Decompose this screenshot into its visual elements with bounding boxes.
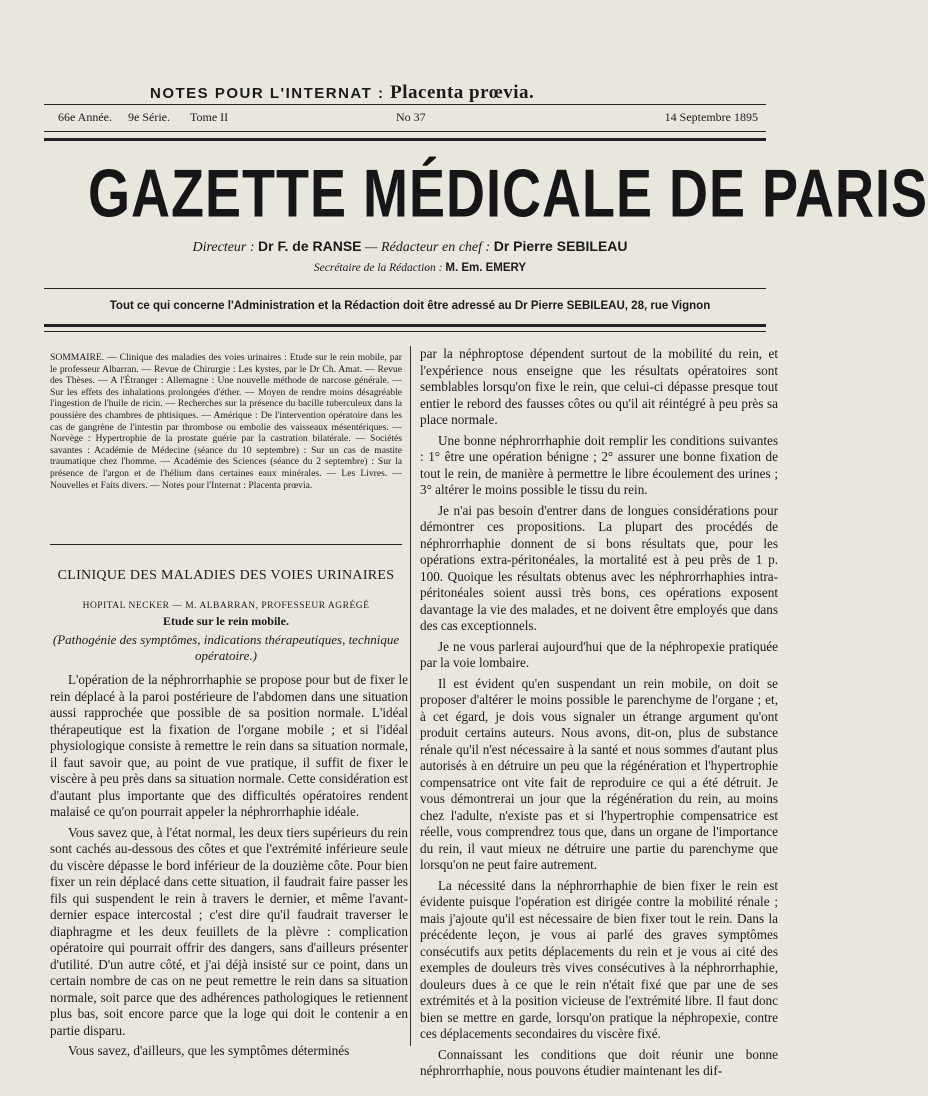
- director-line: [130, 238, 690, 256]
- masthead-title: GAZETTE MÉDICALE DE PARIS: [88, 156, 928, 232]
- admin-line: Tout ce qui concerne l'Administration et la Rédaction doit être adressé au Dr Pierre SEBILEAU, 28, rue Vignon: [109, 300, 711, 312]
- paragraph: Connaissant les conditions que doit réunir une bonne néphrorrhaphie, nous pouvons étudier maintenant les dif-: [420, 1046, 778, 1078]
- director-name: Dr F. de RANSE: [258, 238, 362, 254]
- column-divider: [410, 346, 411, 1046]
- notes-title: Placenta prœvia.: [390, 82, 535, 103]
- hospital-line: HOPITAL NECKER — M. ALBARRAN, PROFESSEUR AGRÉGÉ: [82, 601, 370, 611]
- issue-date: 14 Septembre 1895: [664, 110, 758, 124]
- paragraph: par la néphroptose dépendent surtout de la mobilité du rein, et l'expérience nous enseigne que les résultats opératoires sont semblables lorsqu'on fixe le rein, que celui-ci dépasse presque tout entier le rebord des fausses côtes ou qu'il ait réintégré à peu près sa place normale.: [420, 346, 778, 427]
- director-label: Directeur :: [192, 240, 255, 255]
- internat-notes-heading: [150, 82, 670, 104]
- editor-label: — Rédacteur en chef :: [365, 240, 491, 255]
- paragraph: Il est évident qu'en suspendant un rein mobile, on doit se proposer d'altérer le moins possible le parenchyme de l'organe ; et, à cet égard, je dois vous signaler un étrange argument qu'ont produit certains auteurs. Nous avons, dit-on, plus de substance rénale qu'il n'est nécessaire à la santé et nous sommes d'autant plus autorisés à en détruire un peu que la régénération et l'hypertrophie compensatrice ont vite fait de reproduire ce qui a été détruit. Je vous démontrerai un jour que la régénération du rein, au moins chez l'adulte, n'existe pas et si l'hypertrophie compensatrice est réelle, vous comprendrez tous que, dans un organe de l'importance du rein, il vaut mieux ne détruire une partie du parenchyme que lorsqu'on ne peut faire autrement.: [420, 675, 778, 872]
- issue-rule-thin: [44, 131, 766, 132]
- issue-rule-thick: [44, 138, 766, 141]
- summary-rule: [50, 544, 402, 545]
- notes-label: NOTES POUR L'INTERNAT :: [150, 85, 385, 102]
- secretary-label: Secrétaire de la Rédaction :: [313, 262, 443, 274]
- paragraph: Vous savez, d'ailleurs, que les symptômes déterminés: [68, 1043, 350, 1058]
- paragraph: Une bonne néphrorrhaphie doit remplir les conditions suivantes : 1° être une opération bénigne ; 2° assurer une bonne fixation de tout le rein, de manière à permettre le libre écoulement des urines ; 3° altérer le moins possible le tissu du rein.: [420, 432, 778, 497]
- top-rule: [44, 104, 766, 105]
- article-right-column: [420, 346, 778, 1084]
- admin-rule-bottom: [44, 331, 766, 332]
- paragraph: Vous savez que, à l'état normal, les deux tiers supérieurs du rein sont cachés au-dessous des côtes et que l'extrémité inférieure seule du viscère dépasse le bord inférieur de la douzième côte. Pour bien fixer un rein déplacé dans cette situation, il faudrait faire passer les fils qui suspendent le rein à travers le dernier, et même l'avant-dernier espace intercostal ; c'est dire qu'il faudrait traverser le diaphragme et les deux feuillets de la plèvre : complication opératoire qui pourrait offrir des dangers, sans d'ailleurs présenter d'utilité. D'un autre côté, et j'ai déjà insisté sur ce point, dans un certain nombre de cas on ne peut remettre le rein dans sa situation normale, soit parce que des adhérences pathologiques le retiennent plus bas, soit encore parce que la loge qui doit le contenir a en partie disparu.: [50, 824, 408, 1038]
- admin-rule-thick: [44, 324, 766, 327]
- issue-series: 9e Série.: [128, 110, 170, 124]
- article-left-column: [50, 672, 408, 1064]
- issue-line: [58, 110, 758, 128]
- secretary-line: [220, 262, 620, 274]
- issue-tome: Tome II: [190, 110, 229, 124]
- study-title: Etude sur le rein mobile.: [163, 614, 289, 628]
- summary-block: SOMMAIRE. — Clinique des maladies des voies urinaires : Etude sur le rein mobile, par le professeur Albarran. — Revue de Chirurgie : Les kystes, par le Dr Ch. Amat. — Revue des Thèses. — A l'Étranger : Allemagne : Une nouvelle méthode de narcose générale. — Sur les effets des inhalations prolongées d'éther. — Moyen de rendre moins désagréable l'ingestion de l'huile de ricin. — Recherches sur la présence du bacille tuberculeux dans la poussière des chambres de phtisiques. — Amérique : De l'intervention opératoire dans les cas de gangrène de l'intestin par thrombose ou embolie des vaisseaux mésentériques. — Norvège : Hypertrophie de la prostate guérie par la castration bilatérale. — Sociétés savantes : Académie de Médecine (séance du 10 septembre) : Sur un cas de mastite traumatique chez l'homme. — Académie des Sciences (séance du 2 septembre) : Sur la présence de l'argon et de l'hélium dans certaines eaux minérales. — Les Livres. — Nouvelles et Faits divers. — Notes pour l'Internat : Placenta prœvia.: [50, 352, 402, 491]
- article-subtitle: (Pathogénie des symptômes, indications thérapeutiques, technique opératoire.): [52, 632, 400, 663]
- paragraph: Je n'ai pas besoin d'entrer dans de longues considérations pour démontrer ces propositions. La plupart des procédés de néphrorrhaphie donnent de si bons résultats que, pour les opérations extra-péritonéales, la mortalité est à peu près de 1 p. 100. Quoique les résultats obtenus avec les néphrorrhaphies intra-péritonéales soient aussi très bons, ces opérations exposent davantage la vie des malades, et ne doivent être employés que dans des cas exceptionnels.: [420, 502, 778, 633]
- issue-number: No 37: [396, 110, 426, 124]
- editor-name: Dr Pierre SEBILEAU: [493, 238, 628, 254]
- paragraph: Je ne vous parlerai aujourd'hui que de la néphropexie pratiquée par la voie lombaire.: [420, 638, 778, 670]
- paragraph: L'opération de la néphrorrhaphie se propose pour but de fixer le rein déplacé à la paroi postérieure de l'abdomen dans une situation aussi rapprochée que possible de sa position normale. L'idéal thérapeutique est la fixation de l'organe mobile ; et si l'idéal physiologique consiste à remettre le rein dans sa situation normale, il faut savoir que, au point de vue pratique, il suffit de fixer le viscère à peu près dans sa situation normale. Cette considération est d'autant plus importante que des difficultés opératoires rendent malaisé ce qu'on pourrait appeler la néphrorrhaphie idéale.: [50, 672, 408, 819]
- paragraph: La nécessité dans la néphrorrhaphie de bien fixer le rein est évidente puisque l'opération est dirigée contre la mobilité rénale ; mais j'ajoute qu'il est nécessaire de bien fixer tout le rein. Dans la précédente leçon, je vous ai parlé des graves symptômes consécutifs aux petits déplacements du rein et je vous ai cité des exemples de douleurs très vives consécutives à la néphrorrhaphie, douleurs dues à ce que le rein n'était fixé que par une de ses extrémités et à la position vicieuse de l'extrémité libre. Il faut donc bien se mettre en garde, lorsqu'on pratique la néphropexie, contre ces déplacements secondaires du viscère fixé.: [420, 877, 778, 1041]
- admin-rule-top: [44, 288, 766, 289]
- section-title: CLINIQUE DES MALADIES DES VOIES URINAIRES: [57, 568, 395, 583]
- issue-year: 66e Année.: [58, 110, 112, 124]
- secretary-name: M. Em. EMERY: [445, 262, 527, 274]
